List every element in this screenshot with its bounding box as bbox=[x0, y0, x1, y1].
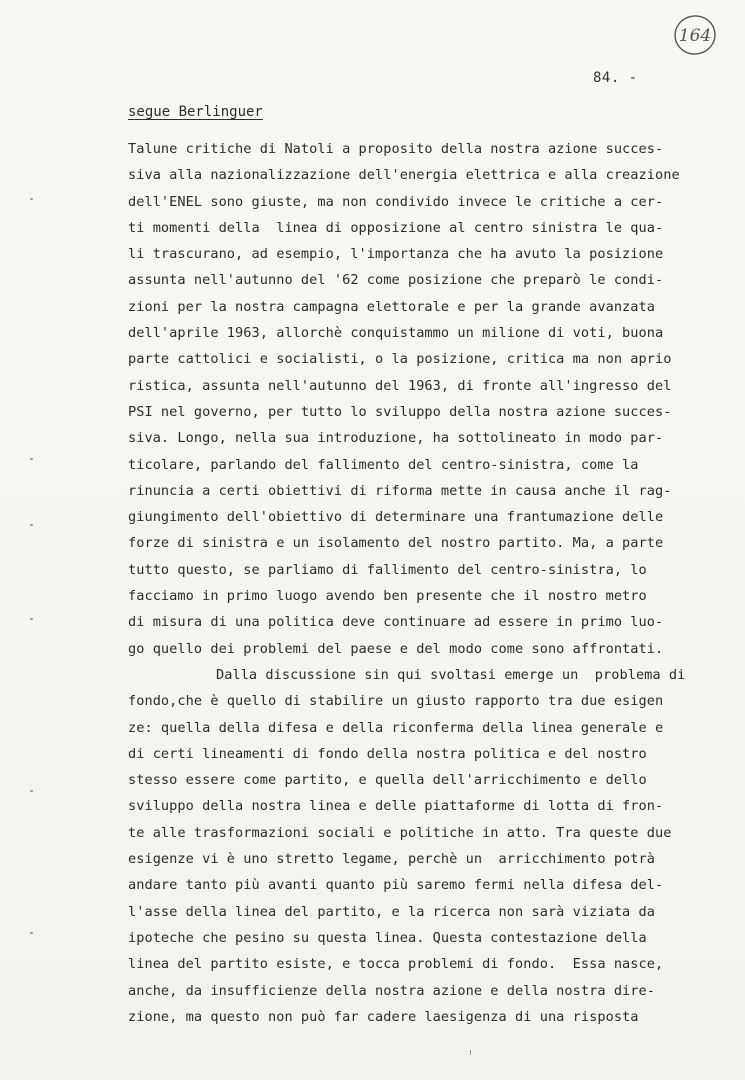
margin-mark bbox=[30, 198, 33, 200]
text-line: go quello dei problemi del paese e del modo come sono affrontati. bbox=[128, 640, 664, 657]
text-line: dell'ENEL sono giuste, ma non condivido invece le critiche a cer- bbox=[128, 193, 664, 210]
text-line: linea del partito esiste, e tocca problemi di fondo. Essa nasce, bbox=[128, 956, 664, 973]
text-line: giungimento dell'obiettivo di determinare una frantumazione delle bbox=[128, 509, 664, 526]
page-number: 84. - bbox=[593, 70, 638, 86]
text-line: zioni per la nostra campagna elettorale e per la grande avanzata bbox=[128, 298, 655, 315]
margin-mark bbox=[30, 524, 33, 526]
text-line: andare tanto più avanti quanto più saremo fermi nella difesa del- bbox=[128, 877, 664, 894]
text-line: tutto questo, se parliamo di fallimento del centro-sinistra, lo bbox=[128, 561, 647, 578]
text-line: ipoteche che pesino su questa linea. Questa contestazione della bbox=[128, 929, 647, 946]
text-line: li trascurano, ad esempio, l'importanza che ha avuto la posizione bbox=[128, 246, 664, 263]
text-line: ze: quella della difesa e della riconferma della linea generale e bbox=[128, 719, 664, 736]
margin-mark bbox=[30, 618, 33, 620]
margin-mark bbox=[30, 932, 33, 934]
text-line: facciamo in primo luogo avendo ben presente che il nostro metro bbox=[128, 588, 647, 605]
archive-stamp-text: 164 bbox=[678, 26, 712, 46]
text-line: esigenze vi è uno stretto legame, perchè un arricchimento potrà bbox=[128, 851, 655, 868]
text-line: sviluppo della nostra linea e delle piattaforme di lotta di fron- bbox=[128, 798, 664, 815]
text-line: fondo,che è quello di stabilire un giusto rapporto tra due esigen bbox=[128, 693, 664, 710]
text-line: siva alla nazionalizzazione dell'energia elettrica e alla creazione bbox=[128, 167, 680, 184]
text-line: di misura di una politica deve continuare ad essere in primo luo- bbox=[128, 614, 664, 631]
text-line: ti momenti della linea di opposizione al centro sinistra le qua- bbox=[128, 219, 664, 236]
text-line: PSI nel governo, per tutto lo sviluppo della nostra azione succes- bbox=[128, 403, 672, 420]
margin-mark bbox=[30, 790, 33, 792]
section-heading: segue Berlinguer bbox=[128, 104, 263, 120]
text-line: di certi lineamenti di fondo della nostra politica e del nostro bbox=[128, 745, 647, 762]
text-line: l'asse della linea del partito, e la ricerca non sarà viziata da bbox=[128, 903, 655, 920]
text-line: te alle trasformazioni sociali e politiche in atto. Tra queste due bbox=[128, 824, 672, 841]
text-line: siva. Longo, nella sua introduzione, ha sottolineato in modo par- bbox=[128, 430, 664, 447]
text-line: zione, ma questo non può far cadere laesigenza di una risposta bbox=[128, 1008, 639, 1025]
text-line: Talune critiche di Natoli a proposito della nostra azione succes- bbox=[128, 141, 664, 157]
text-line: forze di sinistra e un isolamento del nostro partito. Ma, a parte bbox=[128, 535, 664, 552]
text-line: ristica, assunta nell'autunno del 1963, di fronte all'ingresso del bbox=[128, 377, 672, 394]
archive-stamp-circled-number bbox=[672, 12, 718, 58]
margin-punch-marks bbox=[30, 0, 40, 1080]
text-line: parte cattolici e socialisti, o la posizione, critica ma non aprio bbox=[128, 351, 672, 368]
text-line: stesso essere come partito, e quella dell'arricchimento e dello bbox=[128, 772, 647, 789]
text-line: assunta nell'autunno del '62 come posizione che preparò le condi- bbox=[128, 272, 664, 289]
text-line: dell'aprile 1963, allorchè conquistammo un milione di voti, buona bbox=[128, 325, 664, 342]
margin-mark bbox=[30, 458, 33, 460]
body-text bbox=[128, 136, 718, 1030]
text-line: anche, da insufficienze della nostra azione e della nostra dire- bbox=[128, 982, 655, 999]
handwritten-circle-icon bbox=[672, 12, 718, 58]
page-mark bbox=[470, 1050, 471, 1055]
text-line: rinuncia a certi obiettivi di riforma mette in causa anche il rag- bbox=[128, 482, 672, 499]
paragraph-start-line: Dalla discussione sin qui svoltasi emerge un problema di bbox=[216, 666, 686, 683]
text-line: ticolare, parlando del fallimento del centro-sinistra, come la bbox=[128, 456, 639, 473]
